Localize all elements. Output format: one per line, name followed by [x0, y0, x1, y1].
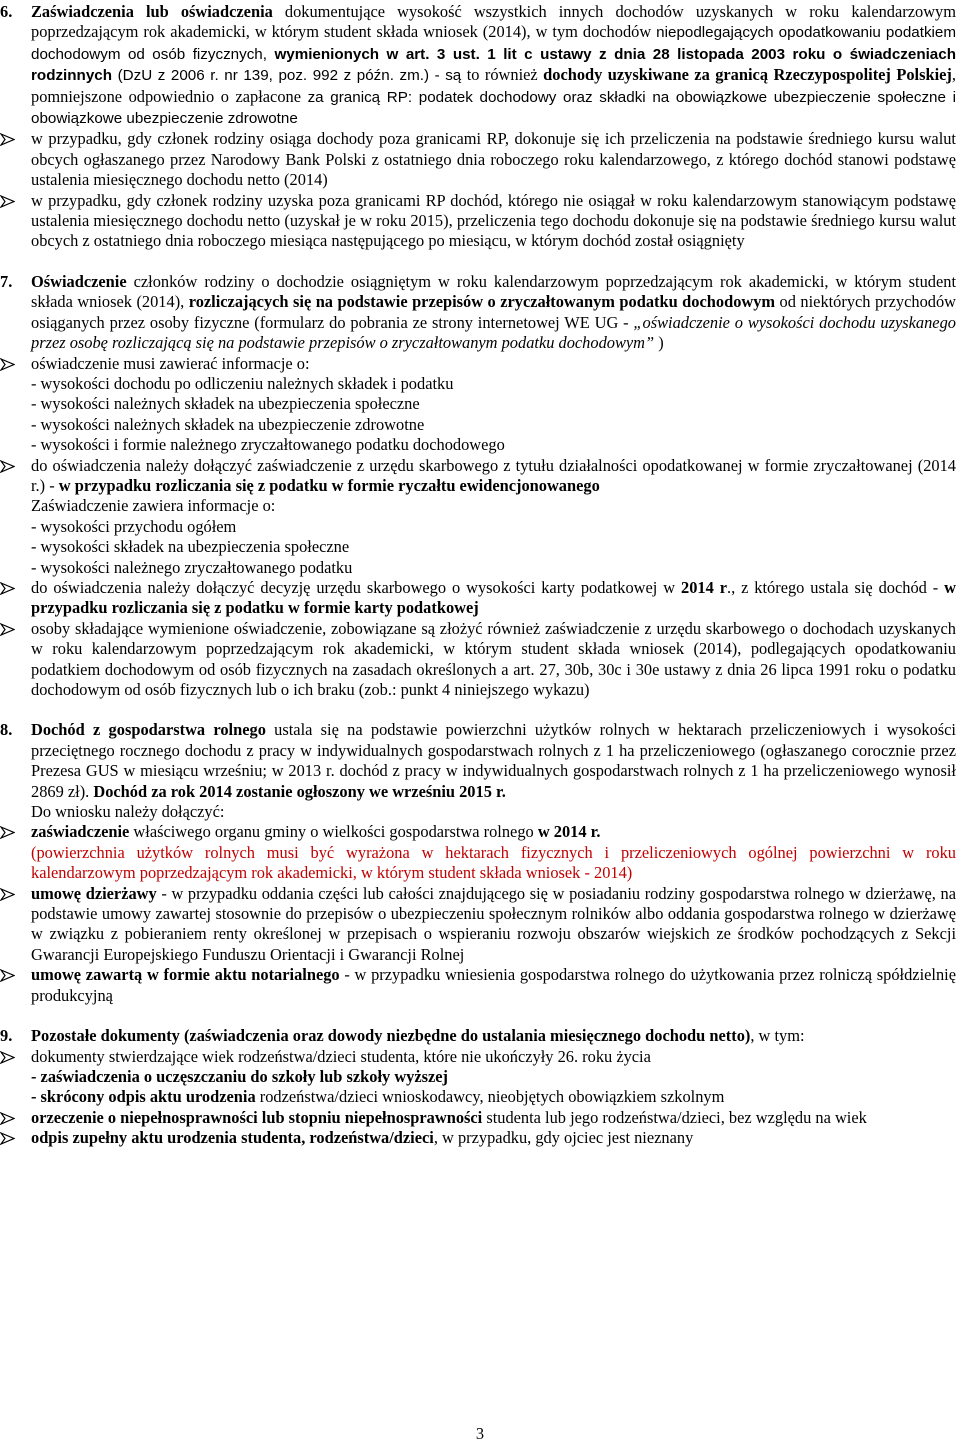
arrow-bullet-icon: [0, 460, 15, 473]
list-item-text: studenta lub jego rodzeństwa/dzieci, bez względu na wiek: [482, 1107, 867, 1127]
arrow-bullet-icon: [0, 1132, 15, 1145]
paragraph-text: dokumentujące wysokość wszystkich innych dochodów uzyskanych w roku kalendarzowym poprzedzającym rok akademicki, w którym student składa wniosek (2014), w tym dochodów: [31, 2, 956, 42]
section-8: [0, 720, 956, 822]
list-item: [0, 578, 956, 619]
list-item-text: - w przypadku wniesienia gospodarstwa rolnego do użytkowania przez rolniczą spółdzielnię produkcyjną: [31, 965, 956, 1005]
list-item: [0, 456, 956, 578]
sub-line: - wysokości przychodu ogółem: [31, 516, 237, 536]
paragraph-text: niepodlegających opodatkowaniu podatkiem dochodowym od osób fizycznych,: [31, 24, 957, 63]
emphasis-text: zaświadczenie: [31, 822, 130, 842]
paragraph-text: od niektórych przychodów osiąganych przez osoby fizyczne (formularz do pobrania ze strony internetowej WE UG -: [31, 292, 956, 332]
sub-line: - wysokości należnych składek na ubezpieczenie zdrowotne: [31, 414, 425, 434]
list-item: [0, 884, 956, 966]
emphasis-text: 2014 r: [681, 577, 727, 597]
arrow-bullet-icon: [0, 133, 15, 146]
section-9: [0, 1026, 956, 1046]
section-heading: Zaświadczenia lub oświadczenia: [31, 2, 273, 21]
list-item-text: - w przypadku oddania części lub całości znajdującego się w posiadaniu rodziny gospodarstwa rolnego w dzierżawę, na podstawie umowy zawartej stosownie do przepisów o ubezpieczeniu społecznym rolników albo oddania gospodarstwa rolnego w dzierżawę w związku z pobieraniem renty określonej w przepisach o wspieraniu rozwoju obszarów wiejskich ze środków pochodzących z Sekcji Gwarancji Europejskiego Funduszu Orientacji i Gwarancji Rolnej: [31, 883, 956, 964]
list-item: [0, 129, 956, 190]
list-item-text: , w przypadku, gdy ojciec jest nieznany: [433, 1128, 694, 1148]
paragraph-text: , pomniejszone odpowiednio o zapłacone: [31, 65, 956, 106]
section-number: 8.: [0, 720, 13, 740]
list-item-text: ., z którego ustala się dochód -: [726, 577, 945, 597]
list-item: [0, 354, 956, 456]
paragraph-text: (DzU z 2006 r. nr 139, poz. 992 z późn. zm.) - są: [112, 67, 462, 85]
sub-line: - wysokości składek na ubezpieczenia społeczne: [31, 537, 350, 557]
arrow-bullet-icon: [0, 969, 15, 982]
list-item-text: do oświadczenia należy dołączyć decyzję urzędu skarbowego o wysokości karty podatkowej w: [31, 577, 681, 597]
arrow-bullet-icon: [0, 1112, 15, 1125]
sub-line: - wysokości i formie należnego zryczałtowanego podatku dochodowego: [31, 435, 505, 455]
list-item-text: dokumenty stwierdzające wiek rodzeństwa/dzieci studenta, które nie ukończyły 26. roku życia: [31, 1046, 651, 1066]
sub-line: - wysokości należnego zryczałtowanego podatku: [31, 557, 353, 577]
arrow-bullet-icon: [0, 195, 15, 208]
paragraph-text: ustala się na podstawie powierzchni użytków rolnych w hektarach przeliczeniowych i wysokości przeciętnego rocznego dochodu z pracy w indywidualnych gospodarstwach rolnych z 1 ha przeliczeniowego (ogłaszanego corocznie przez Prezesa GUS w miesiącu wrześniu; w 2013 r. dochód z pracy w indywidualnych gospodarstwach rolnych z 1 ha przeliczeniowego wynosił 2869 zł).: [31, 720, 956, 801]
section-number: 7.: [0, 271, 13, 291]
paragraph-text: ): [654, 333, 664, 353]
list-item: [0, 965, 956, 1006]
list-item-text: osoby składające wymienione oświadczenie, zobowiązane są złożyć również zaświadczenie z urzędu skarbowego o dochodach uzyskanych w roku kalendarzowym poprzedzającym rok akademicki, w którym student składa wniosek (2014), podlegających opodatkowaniu podatkiem dochodowym od osób fizycznych na zasadach określonych a art. 27, 30b, 30c i 30e ustawy z dnia 26 lipca 1991 roku o podatku dochodowym od osób fizycznych lub o ich braku (zob.: punkt 4 niniejszego wykazu): [31, 618, 956, 699]
emphasis-text: w przypadku rozliczania się z podatku w formie karty podatkowej: [31, 577, 956, 618]
emphasis-text: orzeczenie o niepełnosprawności lub stopniu niepełnosprawności: [31, 1107, 483, 1127]
paragraph-text: za granicą RP: podatek dochodowy oraz składki na obowiązkowe ubezpieczenie społeczne i obowiązkowe ubezpieczenie zdrowotne: [31, 88, 956, 128]
list-item: [0, 619, 956, 701]
emphasis-text: Dochód za rok 2014 zostanie ogłoszony we wrześniu 2015 r.: [93, 781, 506, 801]
section-heading: Dochód z gospodarstwa rolnego: [31, 720, 266, 740]
list-item: [0, 1108, 956, 1128]
emphasis-text: dochody uzyskiwane za granicą Rzeczypospolitej Polskiej: [543, 65, 952, 85]
list-item: [0, 1047, 956, 1108]
arrow-bullet-icon: [0, 582, 15, 595]
form-title-text: „oświadczenie o wysokości dochodu uzyskanego przez osobę rozliczającą się na podstawie przepisów o zryczałtowanym podatku dochodowym”: [31, 312, 956, 353]
paragraph-text: to również: [466, 65, 544, 85]
section-6: [0, 2, 956, 129]
emphasis-text: - zaświadczenia o uczęszczaniu do szkoły lub szkoły wyższej: [31, 1066, 449, 1086]
note-text: (powierzchnia użytków rolnych musi być wyrażona w hektarach fizycznych i przeliczeniowych ogólnej powierzchni w roku kalendarzowym poprzedzającym rok akademicki, w którym student składa wniosek - 2014): [31, 842, 956, 883]
list-item: [0, 1128, 956, 1148]
section-7: [0, 272, 956, 354]
list-item: [0, 191, 956, 252]
page-number: 3: [475, 1424, 485, 1443]
section-heading: Oświadczenie: [31, 271, 127, 291]
arrow-bullet-icon: [0, 1051, 15, 1064]
list-item-text: rodzeństwa/dzieci wnioskodawcy, nieobjętych obowiązkiem szkolnym: [255, 1087, 725, 1107]
arrow-bullet-icon: [0, 826, 15, 839]
emphasis-text: wymienionych w art. 3 ust. 1 lit c ustawy z dnia 28 listopada 2003 roku o świadczeniach rodzinnych: [31, 45, 956, 85]
emphasis-text: odpis zupełny aktu urodzenia studenta, rodzeństwa/dzieci: [31, 1128, 434, 1148]
paragraph-text: członków rodziny o dochodzie osiągniętym w roku kalendarzowym poprzedzającym rok akademicki, w którym student składa wniosek (2014),: [31, 271, 956, 312]
list-item-text: w przypadku, gdy członek rodziny uzyska poza granicami RP dochód, którego nie osiągał w roku kalendarzowym stanowiącym podstawę ustalenia miesięcznego dochodu netto (uzyskał je w roku 2015), przeliczenia tego dochodu dokonuje się na podstawie średniego kursu walut obcych z ostatniego dnia roboczego miesiąca następującego po miesiącu, w którym dochód został osiągnięty: [31, 190, 956, 251]
list-item-text: do oświadczenia należy dołączyć zaświadczenie z urzędu skarbowego z tytułu działalności opodatkowanej w formie zryczałtowanej (2014 r.) -: [31, 455, 956, 495]
emphasis-text: - skrócony odpis aktu urodzenia: [31, 1087, 256, 1107]
list-item-text: w przypadku, gdy członek rodziny osiąga dochody poza granicami RP, dokonuje się ich przeliczenia na podstawie średniego kursu walut obcych ogłaszanego przez Narodowy Bank Polski z ostatniego dnia roboczego roku kalendarzowego, z którego dochód stanowi podstawę ustalenia miesięcznego dochodu netto (2014): [31, 129, 956, 190]
emphasis-text: w przypadku rozliczania się z podatku w formie ryczałtu ewidencjonowanego: [58, 475, 600, 495]
arrow-bullet-icon: [0, 888, 15, 901]
arrow-bullet-icon: [0, 623, 15, 636]
emphasis-text: w 2014 r.: [537, 822, 601, 842]
paragraph-text: Do wniosku należy dołączyć:: [31, 802, 225, 822]
emphasis-text: umowę dzierżawy: [31, 883, 157, 903]
list-item: [0, 822, 956, 883]
sub-line: - wysokości należnych składek na ubezpieczenia społeczne: [31, 394, 420, 414]
list-item-text: oświadczenie musi zawierać informacje o:: [31, 353, 310, 373]
section-number: 6.: [0, 2, 13, 21]
sub-line: Zaświadczenie zawiera informacje o:: [31, 496, 276, 516]
arrow-bullet-icon: [0, 358, 15, 371]
emphasis-text: rozliczających się na podstawie przepisów o zryczałtowanym podatku dochodowym: [188, 292, 776, 312]
sub-line: - wysokości dochodu po odliczeniu należnych składek i podatku: [31, 373, 454, 393]
emphasis-text: umowę zawartą w formie aktu notarialnego: [31, 965, 340, 985]
list-item-text: właściwego organu gminy o wielkości gospodarstwa rolnego: [129, 822, 538, 842]
section-number: 9.: [0, 1026, 13, 1046]
section-heading: Pozostałe dokumenty (zaświadczenia oraz dowody niezbędne do ustalania miesięcznego dochodu netto): [31, 1026, 751, 1046]
paragraph-text: , w tym:: [750, 1026, 805, 1046]
